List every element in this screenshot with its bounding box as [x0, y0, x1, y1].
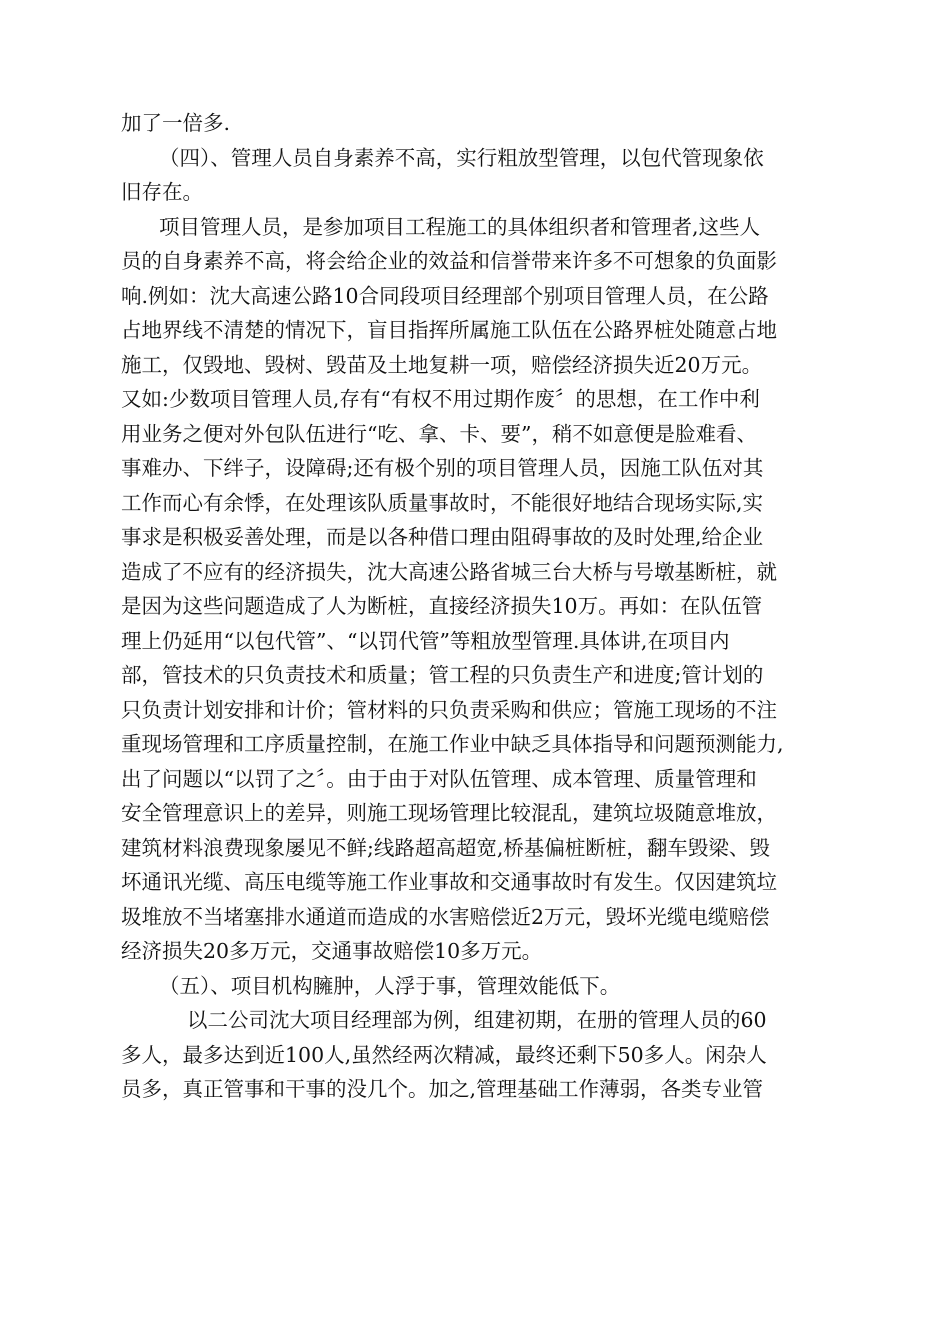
text-line: 坏通讯光缆、高压电缆等施工作业事故和交通事故时有发生。仅因建筑垃: [121, 870, 777, 894]
text-line: 响.例如：沈大高速公路10合同段项目经理部个别项目管理人员，在公路: [121, 283, 769, 308]
text-line: 多人，最多达到近100人,虽然经两次精减，最终还剩下50多人。闲杂人: [121, 1042, 767, 1067]
text-line: 重现场管理和工序质量控制，在施工作业中缺乏具体指导和问题预测能力,: [121, 732, 784, 756]
text-line: 圾堆放不当堵塞排水通道而造成的水害赔偿近2万元，毁坏光缆电缆赔偿: [121, 904, 770, 929]
text-line: 事难办、下绊子，设障碍;还有极个别的项目管理人员，因施工队伍对其: [121, 456, 764, 480]
text-line: 理上仍延用“以包代管”、“以罚代管”等粗放型管理.具体讲,在项目内: [121, 628, 730, 653]
text-line: 造成了不应有的经济损失，沈大高速公路省城三台大桥与号墩基断桩，就: [121, 559, 777, 584]
text-line: 部，管技术的只负责技术和质量；管工程的只负责生产和进度;管计划的: [121, 663, 764, 687]
text-line: 用业务之便对外包队伍进行“吃、拿、卡、要”，稍不如意便是脸难看、: [121, 421, 757, 446]
text-line: 建筑材料浪费现象屡见不鲜;线路超高超宽,桥基偏桩断桩，翻车毁梁、毁: [121, 835, 770, 860]
text-line: 安全管理意识上的差异，则施工现场管理比较混乱，建筑垃圾随意堆放，: [121, 801, 777, 825]
text-line: 经济损失20多万元，交通事故赔偿10多万元。: [121, 939, 543, 963]
paragraph-start: 项目管理人员，是参加项目工程施工的具体组织者和管理者,这些人: [159, 214, 761, 239]
text-line: 占地界线不清楚的情况下，盲目指挥所属施工队伍在公路界桩处随意占地: [121, 318, 777, 342]
text-line: 工作而心有余悸，在处理该队质量事故时，不能很好地结合现场实际,实: [121, 490, 764, 515]
text-line: 只负责计划安排和计价；管材料的只负责采购和供应；管施工现场的不注: [121, 697, 777, 722]
text-line: 事求是积极妥善处理，而是以各种借口理由阻碍事故的及时处理,给企业: [121, 525, 764, 549]
section-heading-5: （五）、项目机构臃肿，人浮于事，管理效能低下。: [159, 973, 621, 998]
text-line: 加了一倍多.: [121, 111, 231, 135]
text-line: 出了问题以“以罚了之〞。由于由于对队伍管理、成本管理、质量管理和: [121, 766, 757, 791]
section-heading-4: （四）、管理人员自身素养不高，实行粗放型管理，以包代管现象依: [159, 145, 764, 170]
text-line: 员多，真正管事和干事的没几个。加之,管理基础工作薄弱，各类专业管: [121, 1077, 764, 1101]
text-line: 旧存在。: [121, 180, 203, 204]
text-line: 又如:少数项目管理人员,存有“有权不用过期作废〞的思想，在工作中利: [121, 387, 760, 411]
text-line: 是因为这些问题造成了人为断桩，直接经济损失10万。再如：在队伍管: [121, 594, 763, 618]
document-body: [121, 106, 841, 1107]
paragraph-start: 以二公司沈大项目经理部为例，组建初期，在册的管理人员的60: [187, 1008, 767, 1032]
text-line: 施工，仅毁地、毁树、毁苗及土地复耕一项，赔偿经济损失近20万元。: [121, 352, 763, 377]
text-line: 员的自身素养不高，将会给企业的效益和信誉带来许多不可想象的负面影: [121, 249, 777, 273]
